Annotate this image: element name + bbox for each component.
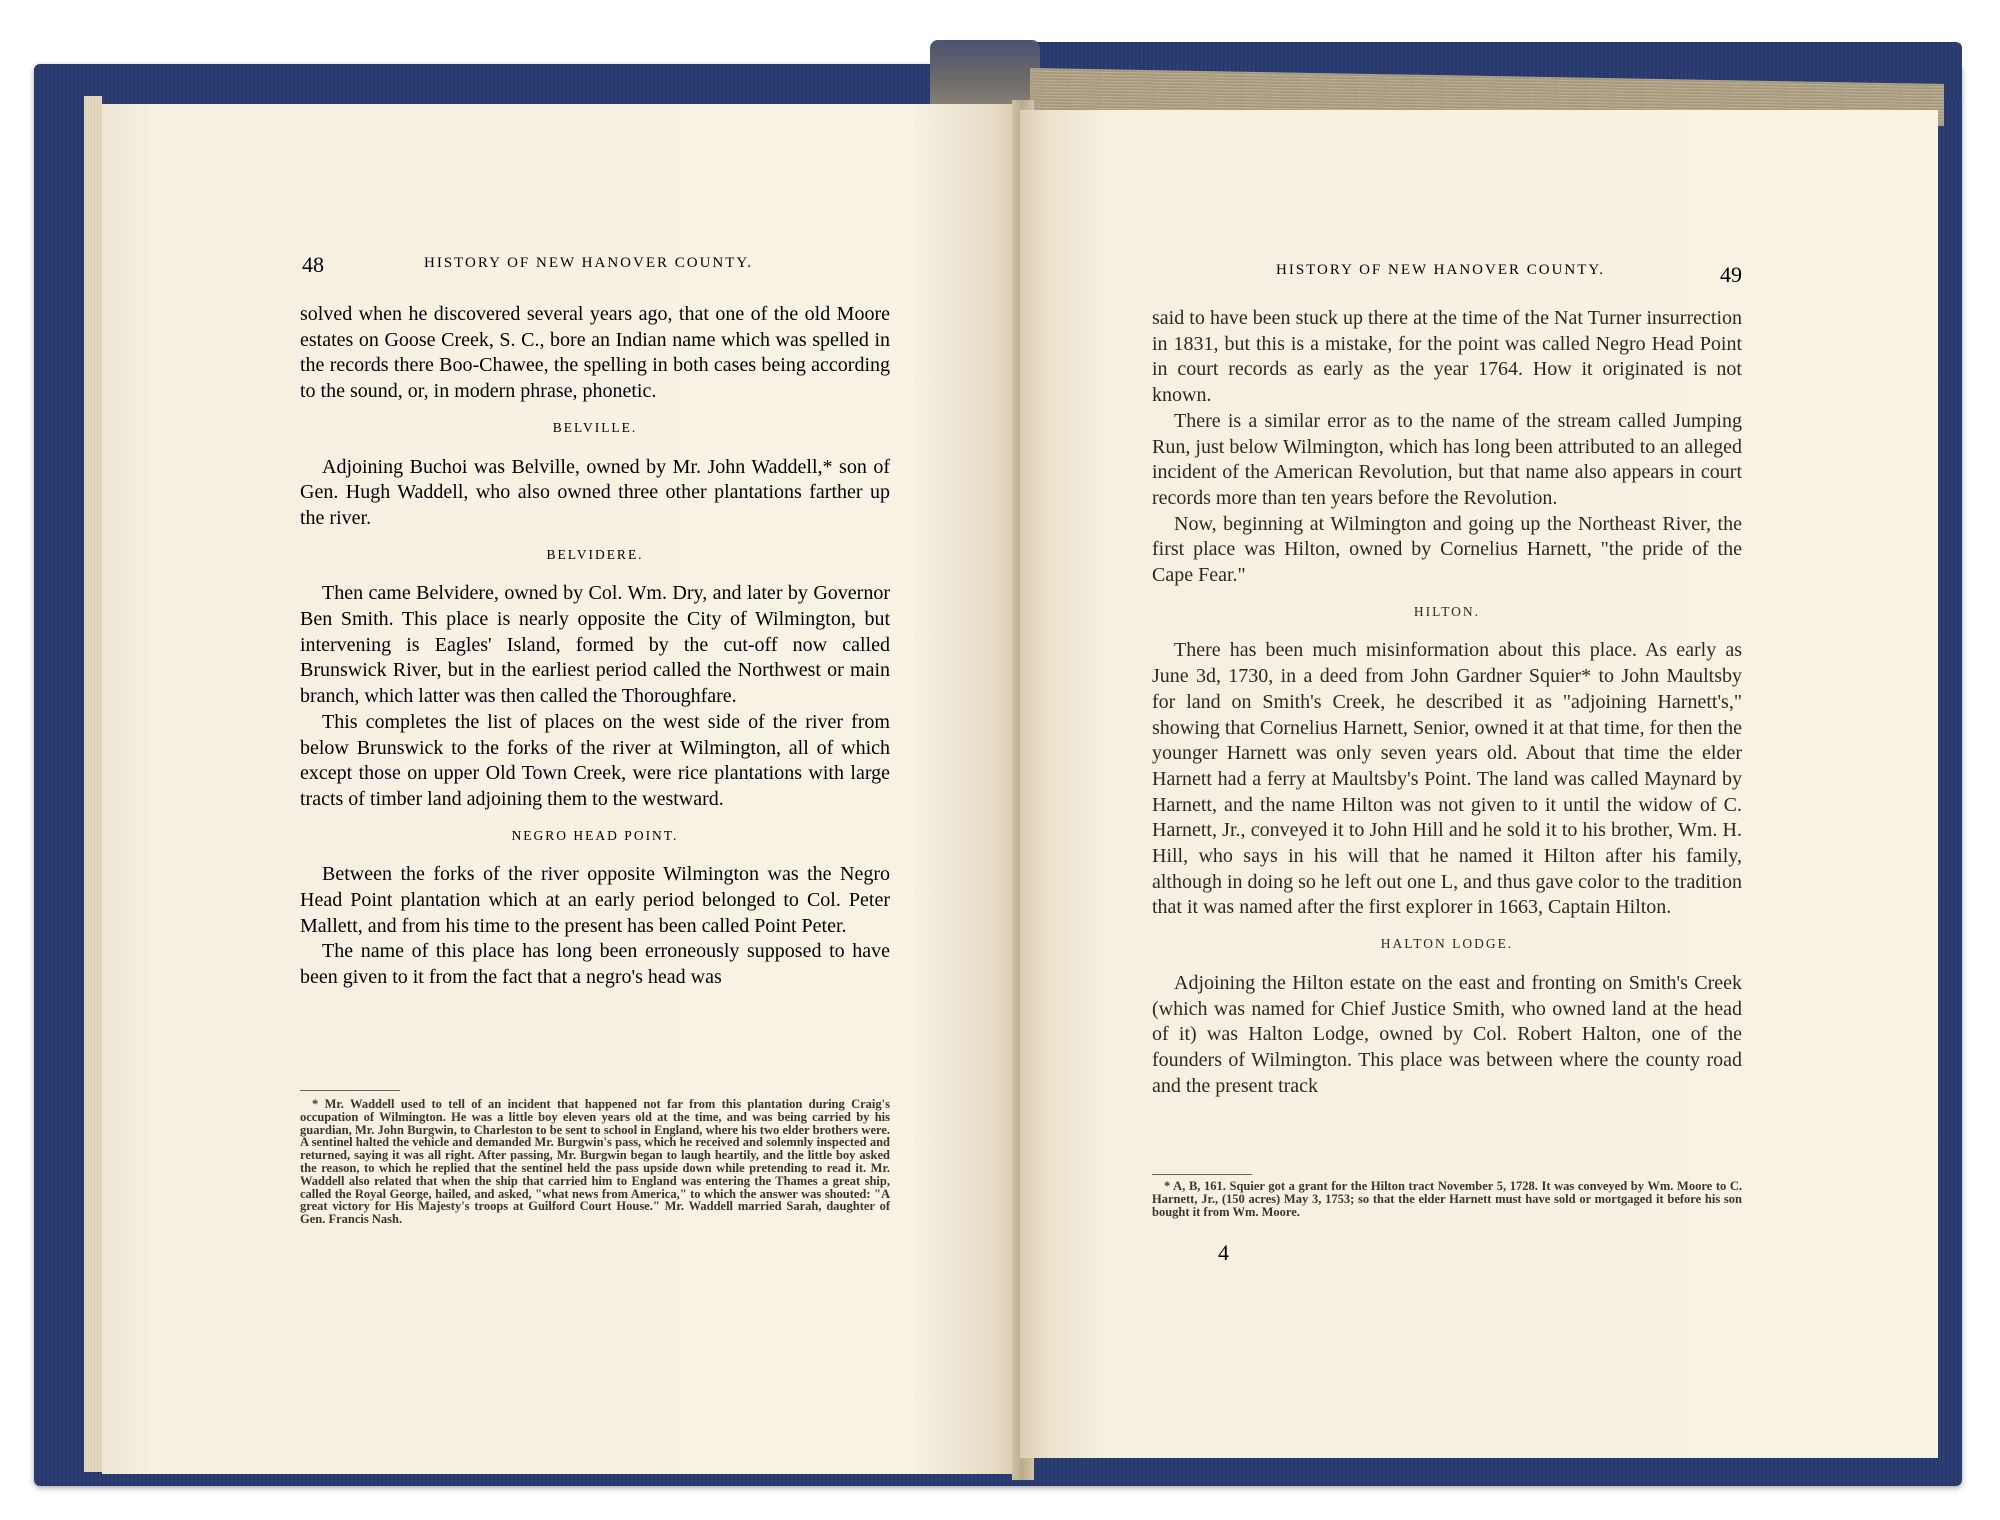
right-running-head: HISTORY OF NEW HANOVER COUNTY.: [1276, 262, 1606, 278]
right-page-body: [1152, 306, 1742, 1099]
right-footnote: [1152, 1180, 1742, 1218]
paragraph: There is a similar error as to the name of the stream called Jumping Run, just below Wilmington, which has long been attributed to an alleged incident of the American Revolution, but that name also appears in court records more than ten years before the Revolution.: [1152, 409, 1742, 509]
page-edges-left: [84, 96, 102, 1472]
left-footnote-rule: [300, 1090, 400, 1091]
left-footnote-text: * Mr. Waddell used to tell of an incident that happened not far from this plantation during Craig's occupation of Wilmington. He was a little boy eleven years old at the time, and was being carried by his guardian, Mr. John Burgwin, to Charleston to be sent to school in England, where his two elder brothers were. A sentinel halted the vehicle and demanded Mr. Burgwin's pass, which he received and solemnly inspected and returned, saying it was all right. After passing, Mr. Burgwin began to laugh heartily, and the little boy asked the reason, to which he replied that the sentinel held the pass upside down while pretending to read it. Mr. Waddell also related that when the ship that carried him to England was entering the Thames a great ship, called the Royal George, hailed, and asked, "what news from America," to which the answer was shouted: "A great victory for His Majesty's troops at Guilford Court House." Mr. Waddell married Sarah, daughter of Gen. Francis Nash.: [300, 1097, 890, 1227]
paragraph: solved when he discovered several years ago, that one of the old Moore estates on Goose Creek, S. C., bore an Indian name which was spelled in the records there Boo-Chawee, the spelling in both cases being according to the sound, or, in modern phrase, phonetic.: [300, 303, 890, 403]
paragraph: Adjoining Buchoi was Belville, owned by Mr. John Waddell,* son of Gen. Hugh Waddell, who also owned three other plantations farther up the river.: [300, 455, 890, 529]
left-page-number: 48: [302, 252, 324, 277]
section-heading: NEGRO HEAD POINT.: [511, 827, 679, 843]
paragraph: Between the forks of the river opposite Wilmington was the Negro Head Point plantation which at an early period belonged to Col. Peter Mallett, and from his time to the present has been called Point Peter.: [300, 863, 890, 937]
paragraph: Then came Belvidere, owned by Col. Wm. Dry, and later by Governor Ben Smith. This place is nearly opposite the City of Wilmington, but intervening is Eagles' Island, formed by the cut-off now called Brunswick River, but in the earliest period called the Northwest or main branch, which latter was then called the Thoroughfare.: [300, 582, 890, 708]
paragraph: Now, beginning at Wilmington and going up the Northeast River, the first place was Hilton, owned by Cornelius Harnett, "the pride of the Cape Fear.": [1152, 512, 1742, 587]
right-footnote-rule: [1152, 1174, 1252, 1175]
left-page-body: [300, 302, 890, 991]
paragraph: said to have been stuck up there at the time of the Nat Turner insurrection in 1831, but this is a mistake, for the point was called Negro Head Point in court records as early as the year 1764. How it originated is not known.: [1152, 307, 1742, 407]
paragraph: There has been much misinformation about this place. As early as June 3d, 1730, in a deed from John Gardner Squier* to John Maultsby for land on Smith's Creek, he described it as "adjoining Harnett's," showing that Cornelius Harnett, Senior, owned it at that time, for then the younger Harnett was only seven years old. About that time the elder Harnett had a ferry at Maultsby's Point. The land was called Maynard by Harnett, and the name Hilton was not given to it until the widow of C. Harnett, Jr., conveyed it to John Hill and he sold it to his brother, Wm. H. Hill, who says in his will that he named it Hilton after his family, although in doing so he left out one L, and thus gave color to the tradition that it was named after the first explorer in 1663, Captain Hilton.: [1152, 639, 1742, 919]
section-heading: BELVILLE.: [552, 419, 638, 435]
paragraph: The name of this place has long been erroneously supposed to have been given to it from the fact that a negro's head was: [300, 940, 890, 989]
signature-mark: 4: [1218, 1240, 1229, 1265]
section-heading: BELVIDERE.: [546, 546, 644, 562]
left-running-head: HISTORY OF NEW HANOVER COUNTY.: [424, 255, 754, 271]
paragraph: This completes the list of places on the west side of the river from below Brunswick to the forks of the river at Wilmington, all of which except those on upper Old Town Creek, were rice plantations with large tracts of timber land adjoining them to the westward.: [300, 710, 890, 810]
right-page-number: 49: [1720, 262, 1742, 287]
paragraph: Adjoining the Hilton estate on the east and fronting on Smith's Creek (which was named for Chief Justice Smith, who owned land at the head of it) was Halton Lodge, owned by Col. Robert Halton, one of the founders of Wilmington. This place was between where the county road and the present track: [1152, 971, 1742, 1097]
section-heading: HILTON.: [1413, 603, 1481, 619]
left-footnote: [300, 1098, 890, 1226]
section-heading: HALTON LODGE.: [1380, 936, 1514, 952]
right-footnote-text: * A, B, 161. Squier got a grant for the Hilton tract November 5, 1728. It was conveyed by Wm. Moore to C. Harnett, Jr., (150 acres) May 3, 1753; so that the elder Harnett must have sold or mortgaged it before his son bought it from Wm. Moore.: [1152, 1179, 1742, 1219]
